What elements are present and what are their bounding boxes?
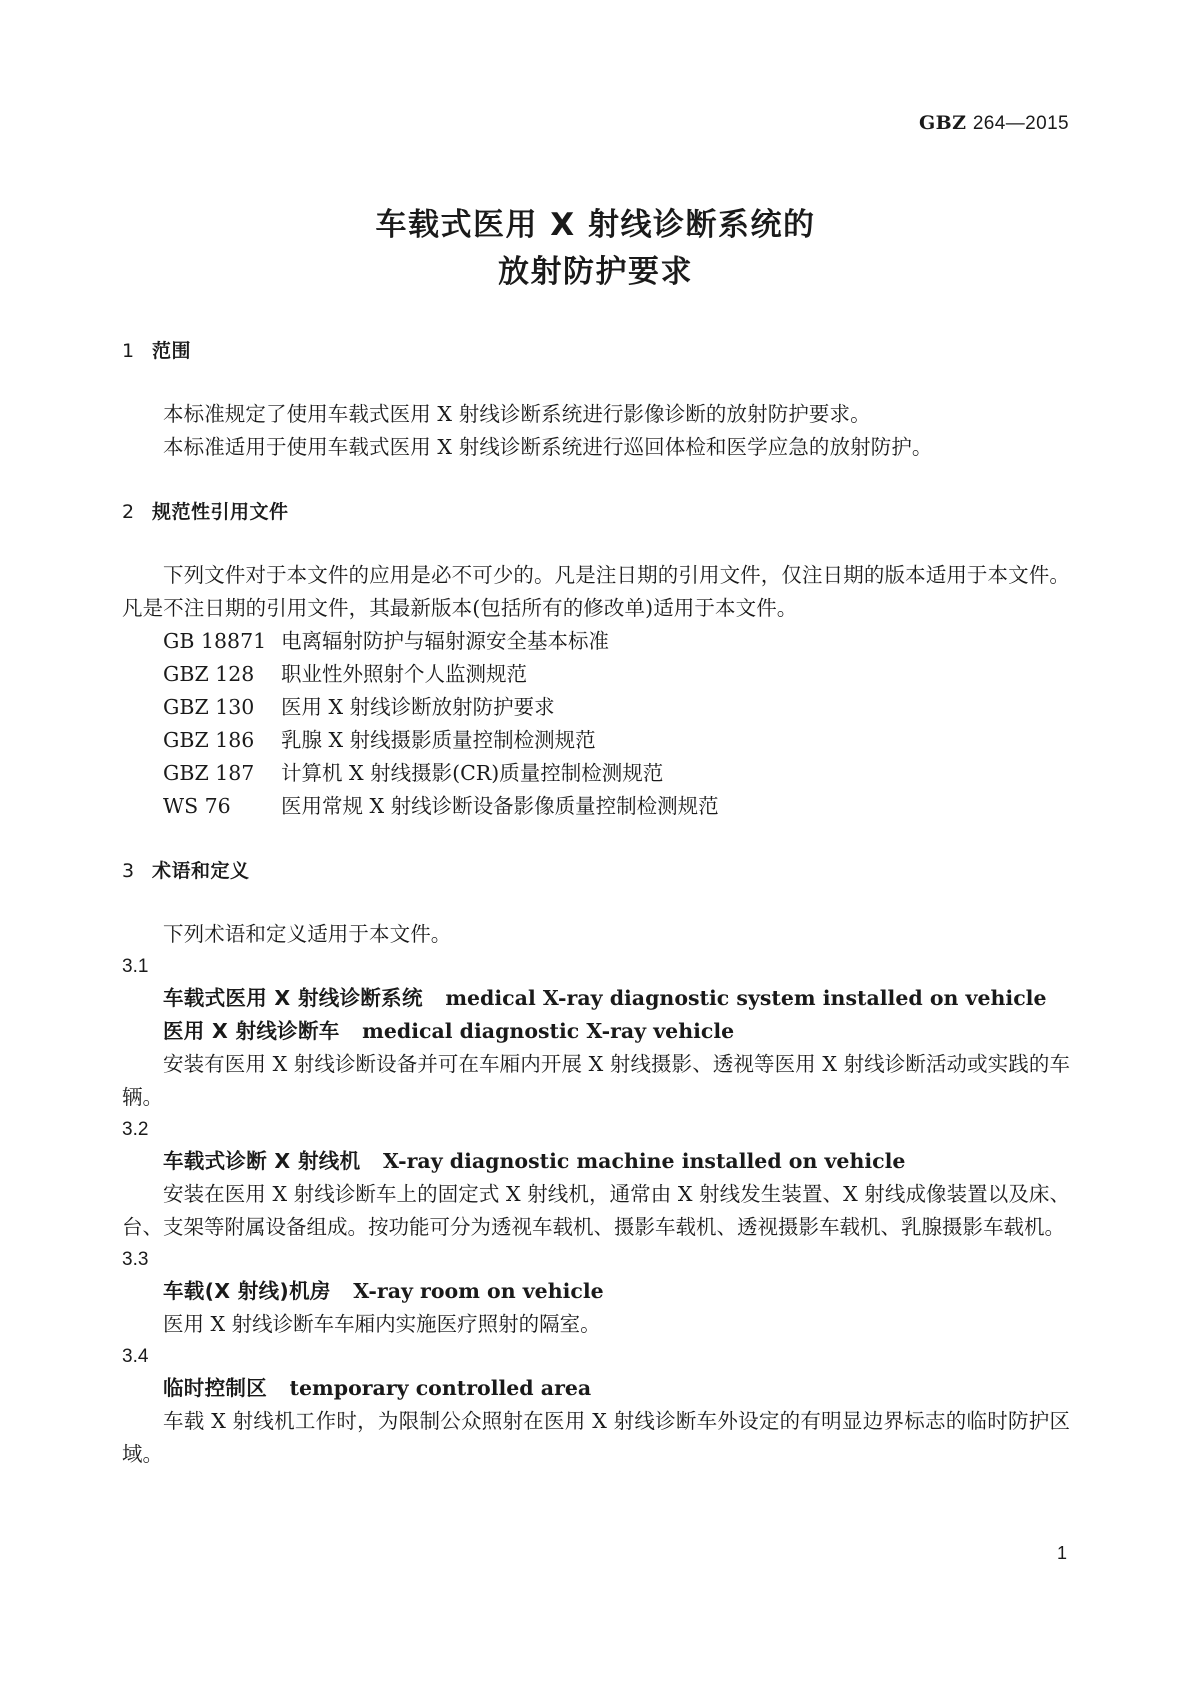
- term-entry-3-2: [122, 1145, 1070, 1178]
- reference-item: [122, 790, 1070, 823]
- standard-code: GBZ: [919, 112, 967, 134]
- reference-title: 职业性外照射个人监测规范: [281, 662, 527, 686]
- page-number: 1: [1056, 1543, 1067, 1563]
- scope-paragraph-2: 本标准适用于使用车载式医用 X 射线诊断系统进行巡回体检和医学应急的放射防护。: [163, 435, 933, 459]
- term-english: X-ray diagnostic machine installed on vehicle: [382, 1149, 906, 1173]
- reference-item: [122, 625, 1070, 658]
- term-english: temporary controlled area: [289, 1376, 592, 1400]
- term-definition-3-3: 医用 X 射线诊断车车厢内实施医疗照射的隔室。: [163, 1312, 601, 1336]
- term-number-3-2: 3.2: [122, 1119, 149, 1140]
- reference-item: [122, 691, 1070, 724]
- clause-number-3: 3: [122, 860, 135, 882]
- spacer: [122, 524, 1070, 559]
- reference-id: GBZ 130: [163, 695, 255, 719]
- running-header: [919, 112, 1069, 135]
- reference-title: 医用 X 射线诊断放射防护要求: [281, 695, 555, 719]
- spacer: [122, 883, 1070, 918]
- clause-number-1: 1: [122, 340, 135, 362]
- reference-id: GBZ 128: [163, 662, 255, 686]
- document-title-line-2: 放射防护要求: [498, 254, 693, 290]
- term-chinese: 车载式医用 X 射线诊断系统: [163, 986, 423, 1010]
- document-body: [122, 336, 1070, 1471]
- term-chinese-alt: 医用 X 射线诊断车: [163, 1019, 340, 1043]
- clause-title-3: 术语和定义: [152, 860, 250, 882]
- clause-heading-1: [122, 336, 1070, 363]
- term-chinese: 车载式诊断 X 射线机: [163, 1149, 361, 1173]
- normative-intro: 下列文件对于本文件的应用是必不可少的。凡是注日期的引用文件，仅注日期的版本适用于本文件。凡是不注日期的引用文件，其最新版本(包括所有的修改单)适用于本文件。: [122, 563, 1070, 620]
- term-entry-3-1-secondary: [122, 1015, 1070, 1048]
- reference-title: 电离辐射防护与辐射源安全基本标准: [281, 629, 609, 653]
- terms-intro: 下列术语和定义适用于本文件。: [163, 922, 452, 946]
- reference-id: GBZ 186: [163, 728, 255, 752]
- spacer: [122, 464, 1070, 497]
- term-entry-3-4: [122, 1372, 1070, 1405]
- term-chinese: 临时控制区: [163, 1376, 267, 1400]
- document-title-line-1: 车载式医用 X 射线诊断系统的: [375, 207, 816, 243]
- scope-paragraph-1: 本标准规定了使用车载式医用 X 射线诊断系统进行影像诊断的放射防护要求。: [163, 402, 871, 426]
- clause-title-1: 范围: [152, 340, 192, 362]
- reference-id: GB 18871: [163, 629, 267, 653]
- reference-title: 医用常规 X 射线诊断设备影像质量控制检测规范: [281, 794, 719, 818]
- document-title: [0, 202, 1191, 296]
- term-entry-3-3: [122, 1275, 1070, 1308]
- term-number-3-3: 3.3: [122, 1249, 149, 1270]
- term-english: X-ray room on vehicle: [353, 1279, 604, 1303]
- standard-number: 264—2015: [972, 113, 1069, 134]
- reference-item: [122, 757, 1070, 790]
- term-english: medical X-ray diagnostic system installed on vehicle: [445, 986, 1047, 1010]
- clause-title-2: 规范性引用文件: [152, 501, 289, 523]
- clause-number-2: 2: [122, 501, 135, 523]
- spacer: [122, 823, 1070, 856]
- reference-id: GBZ 187: [163, 761, 255, 785]
- reference-title: 计算机 X 射线摄影(CR)质量控制检测规范: [281, 761, 664, 785]
- term-chinese: 车载(X 射线)机房: [163, 1279, 331, 1303]
- clause-heading-3: [122, 856, 1070, 883]
- reference-title: 乳腺 X 射线摄影质量控制检测规范: [281, 728, 596, 752]
- term-english-alt: medical diagnostic X-ray vehicle: [362, 1019, 735, 1043]
- reference-id: WS 76: [163, 794, 231, 818]
- reference-item: [122, 658, 1070, 691]
- term-number-3-1: 3.1: [122, 956, 149, 977]
- reference-item: [122, 724, 1070, 757]
- term-definition-3-4: 车载 X 射线机工作时，为限制公众照射在医用 X 射线诊断车外设定的有明显边界标志的临时防护区域。: [122, 1409, 1070, 1466]
- clause-heading-2: [122, 497, 1070, 524]
- term-definition-3-1: 安装有医用 X 射线诊断设备并可在车厢内开展 X 射线摄影、透视等医用 X 射线诊断活动或实践的车辆。: [122, 1052, 1070, 1109]
- term-entry-3-1-primary: [122, 982, 1070, 1015]
- term-number-3-4: 3.4: [122, 1346, 149, 1367]
- spacer: [122, 363, 1070, 398]
- term-definition-3-2: 安装在医用 X 射线诊断车上的固定式 X 射线机，通常由 X 射线发生装置、X 射线成像装置以及床、台、支架等附属设备组成。按功能可分为透视车载机、摄影车载机、透视摄影车载机、乳腺摄影车载机。: [122, 1182, 1070, 1239]
